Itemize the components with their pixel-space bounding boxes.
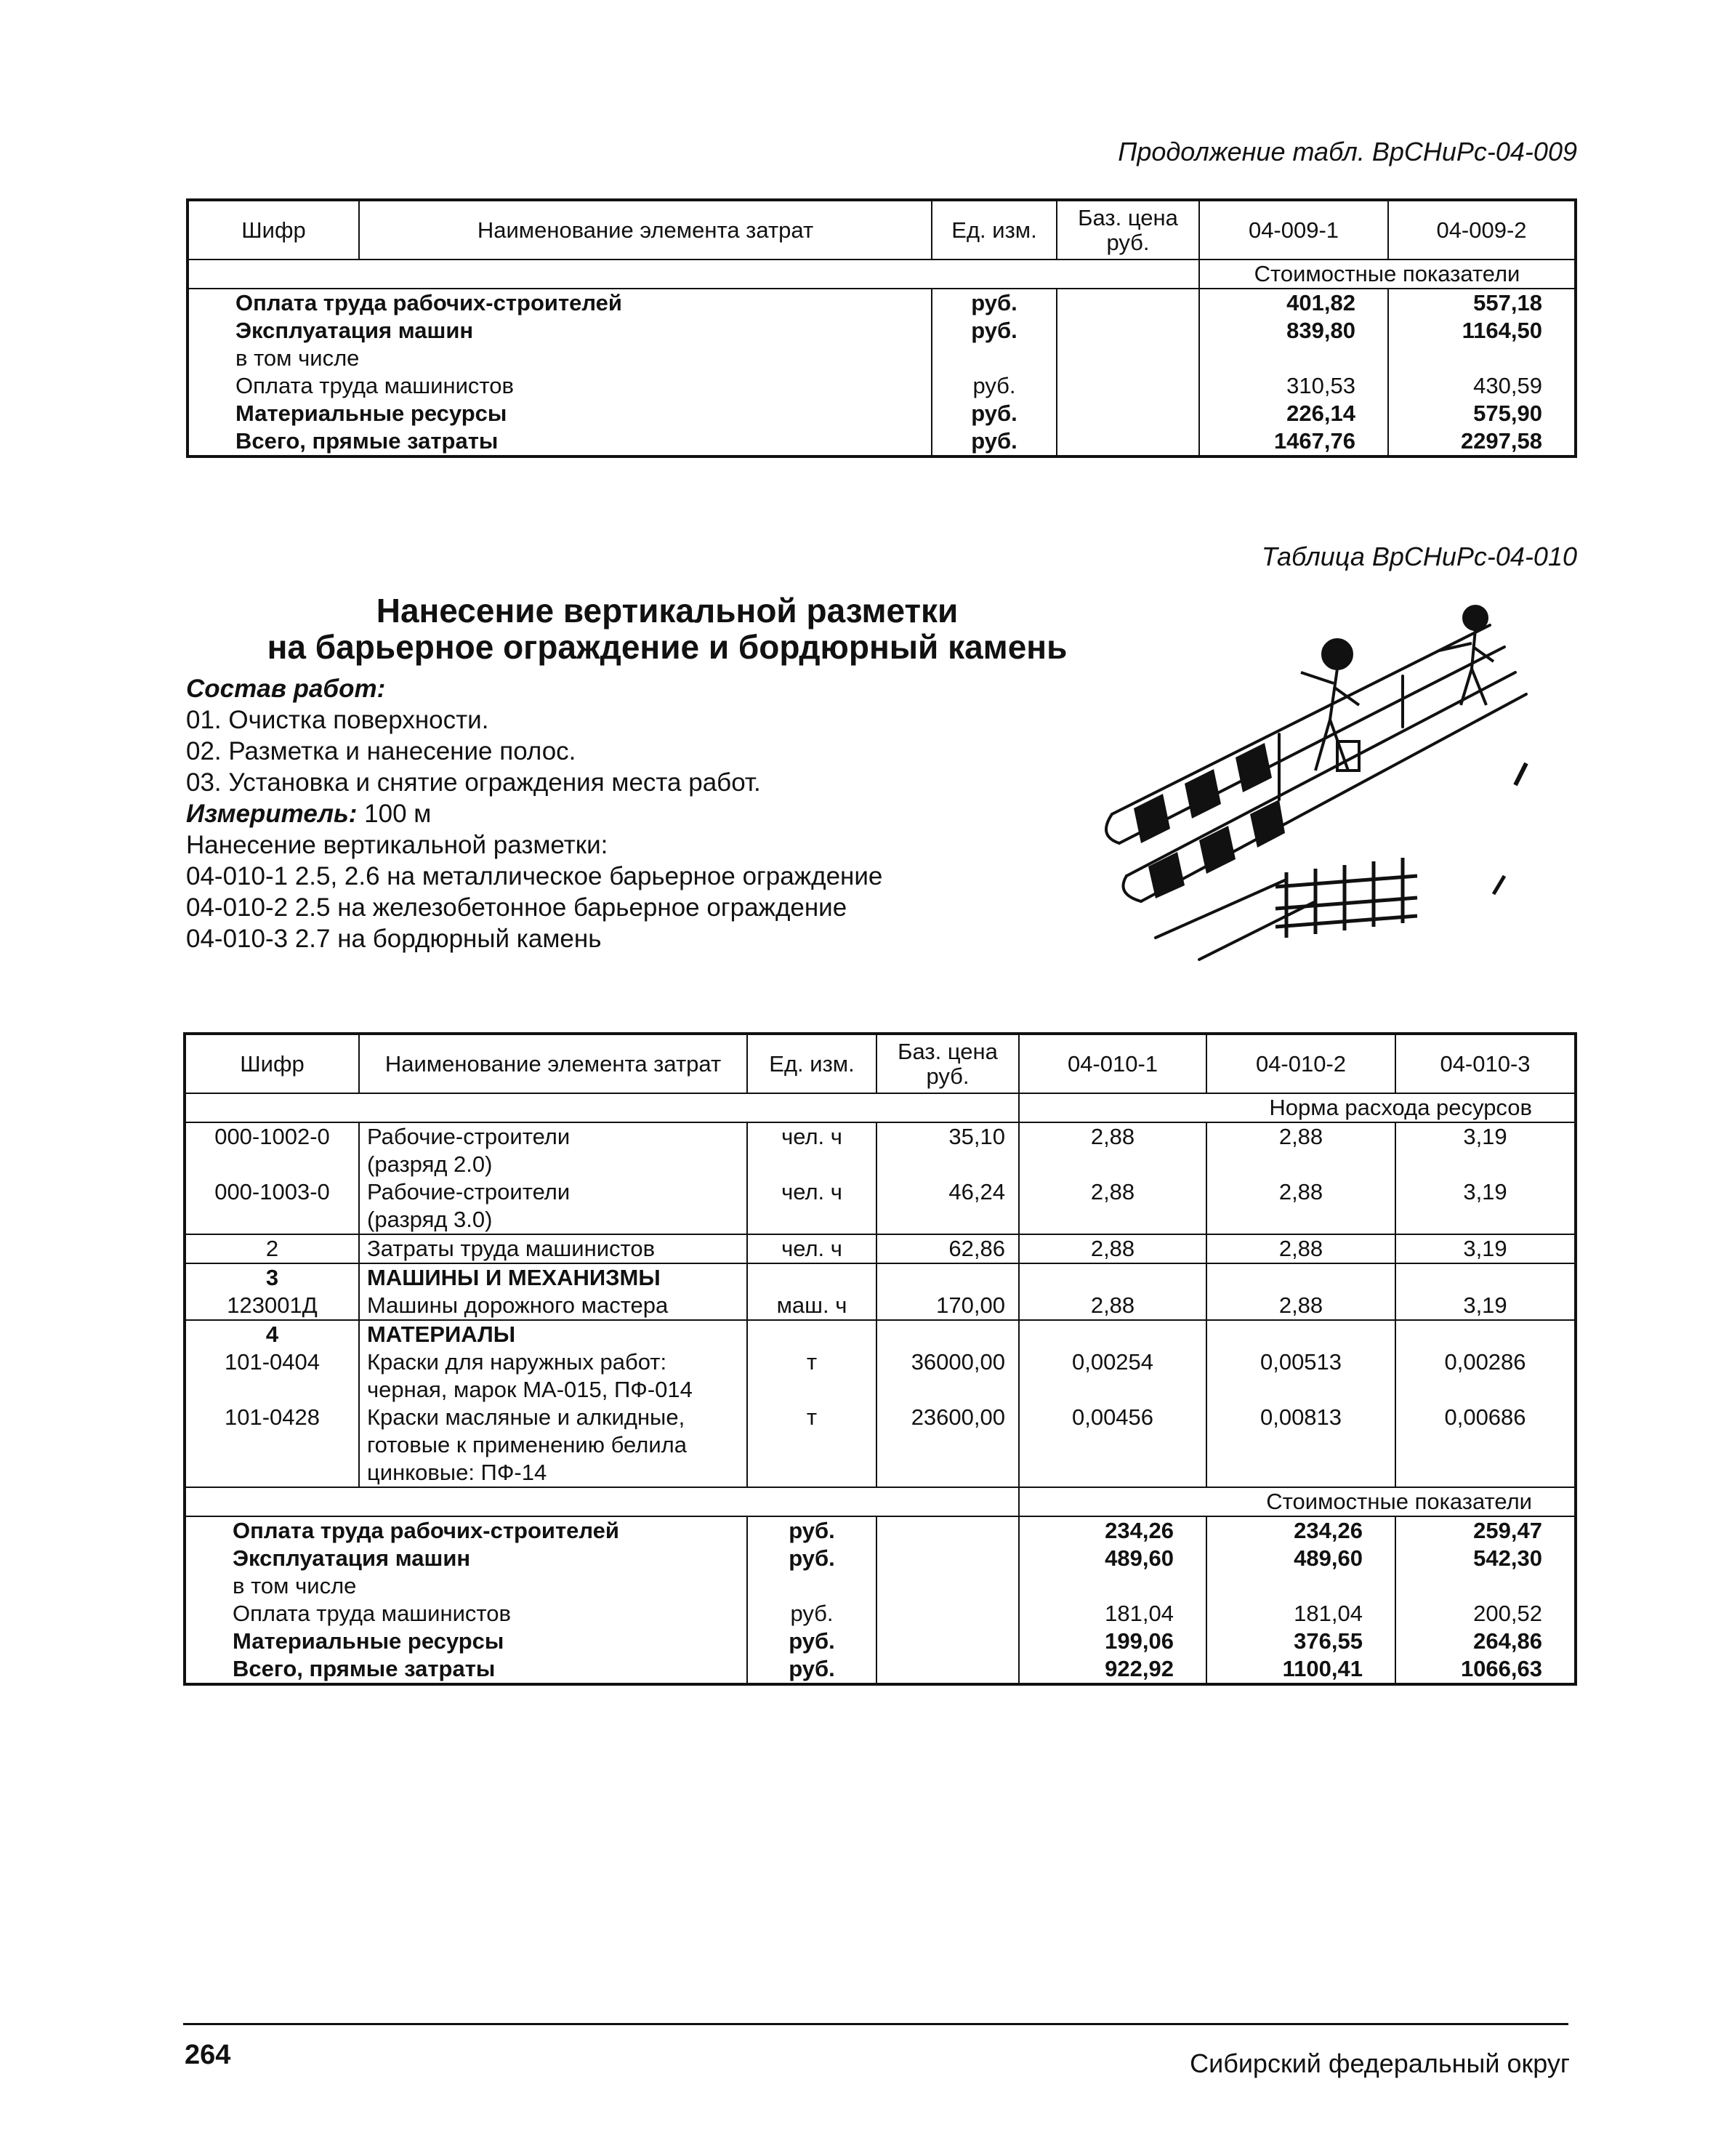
header-base-price: Баз. цена руб.	[876, 1034, 1019, 1093]
name-line: Рабочие-строители	[367, 1179, 571, 1204]
application-heading: Нанесение вертикальной разметки:	[186, 831, 608, 859]
header-base-price: Баз. цена руб.	[1057, 200, 1199, 260]
table-row	[188, 289, 1576, 317]
base-price-cell	[876, 1572, 1019, 1600]
value-cell: 542,30	[1395, 1545, 1576, 1572]
section-title-line1: Нанесение вертикальной разметки	[376, 592, 959, 629]
empty-cell	[876, 1320, 1019, 1348]
name-line: (разряд 2.0)	[367, 1151, 493, 1177]
table-row	[185, 1545, 1576, 1572]
value-cell: 2,88	[1206, 1178, 1395, 1234]
base-price-cell	[876, 1655, 1019, 1684]
value-cell: 226,14	[1199, 400, 1388, 427]
value-cell: 2297,58	[1388, 427, 1576, 456]
name-line: (разряд 3.0)	[367, 1207, 493, 1232]
value-cell: 0,00456	[1019, 1404, 1206, 1487]
group-code: 4	[185, 1320, 359, 1348]
group-row	[185, 1263, 1576, 1292]
code-cell: 2	[185, 1234, 359, 1263]
value-cell: 1066,63	[1395, 1655, 1576, 1684]
group-name: МАТЕРИАЛЫ	[359, 1320, 747, 1348]
value-cell	[1199, 345, 1388, 372]
work-description	[186, 673, 1131, 954]
value-cell	[1388, 345, 1576, 372]
measure-line	[186, 798, 1131, 829]
cost-item-name: Эксплуатация машин	[185, 1545, 747, 1572]
code-cell: 101-0404	[185, 1348, 359, 1404]
code-cell: 000-1003-0	[185, 1178, 359, 1234]
empty-cell	[1395, 1263, 1576, 1292]
value-cell: 0,00813	[1206, 1404, 1395, 1487]
value-cell: 0,00686	[1395, 1404, 1576, 1487]
cost-item-name: Эксплуатация машин	[188, 317, 932, 345]
group-code: 3	[185, 1263, 359, 1292]
unit-cell: руб.	[932, 289, 1057, 317]
value-cell: 2,88	[1206, 1122, 1395, 1178]
cost-item-name: Оплата труда рабочих-строителей	[188, 289, 932, 317]
empty-cell	[1019, 1263, 1206, 1292]
value-cell	[1206, 1572, 1395, 1600]
table-row	[185, 1655, 1576, 1684]
unit-cell	[747, 1572, 876, 1600]
base-price-cell	[876, 1628, 1019, 1655]
base-price-cell	[1057, 289, 1199, 317]
value-cell: 489,60	[1019, 1545, 1206, 1572]
unit-cell: руб.	[747, 1600, 876, 1628]
header-code: Шифр	[185, 1034, 359, 1093]
base-price-cell	[1057, 372, 1199, 400]
table-row	[188, 345, 1576, 372]
value-cell: 199,06	[1019, 1628, 1206, 1655]
work-heading: Состав работ:	[186, 675, 386, 703]
work-item: 03. Установка и снятие ограждения места работ.	[186, 768, 761, 797]
name-cell	[359, 1178, 747, 1234]
empty-cell	[1395, 1320, 1576, 1348]
header-name: Наименование элемента затрат	[359, 1034, 747, 1093]
name-line: цинковые: ПФ-14	[367, 1460, 547, 1485]
table-caption: Таблица ВрСНиРс-04-010	[1261, 542, 1577, 571]
value-cell: 181,04	[1206, 1600, 1395, 1628]
cost-item-name: Оплата труда машинистов	[185, 1600, 747, 1628]
table-row	[185, 1348, 1576, 1404]
name-line: Краски для наружных работ:	[367, 1349, 667, 1375]
footer-text: Сибирский федеральный округ	[1190, 2048, 1570, 2078]
name-cell	[359, 1292, 747, 1320]
value-cell: 401,82	[1199, 289, 1388, 317]
value-cell: 489,60	[1206, 1545, 1395, 1572]
base-price-cell: 62,86	[876, 1234, 1019, 1263]
base-price-cell: 23600,00	[876, 1404, 1019, 1487]
unit-cell: т	[747, 1348, 876, 1404]
header-col-3: 04-010-3	[1395, 1034, 1576, 1093]
value-cell: 3,19	[1395, 1178, 1576, 1234]
name-cell	[359, 1348, 747, 1404]
header-unit: Ед. изм.	[932, 200, 1057, 260]
group-name: МАШИНЫ И МЕХАНИЗМЫ	[359, 1263, 747, 1292]
cost-item-name: Всего, прямые затраты	[188, 427, 932, 456]
cost-item-name: Оплата труда машинистов	[188, 372, 932, 400]
unit-cell	[932, 345, 1057, 372]
table-row	[185, 1178, 1576, 1234]
name-cell	[359, 1234, 747, 1263]
empty-cell	[1019, 1320, 1206, 1348]
value-cell: 2,88	[1019, 1178, 1206, 1234]
code-cell: 123001Д	[185, 1292, 359, 1320]
value-cell: 0,00286	[1395, 1348, 1576, 1404]
value-cell: 430,59	[1388, 372, 1576, 400]
value-cell: 234,26	[1019, 1516, 1206, 1545]
header-code: Шифр	[188, 200, 359, 260]
value-cell: 259,47	[1395, 1516, 1576, 1545]
value-cell	[1395, 1572, 1576, 1600]
unit-cell: руб.	[932, 400, 1057, 427]
value-cell: 181,04	[1019, 1600, 1206, 1628]
continuation-caption: Продолжение табл. ВрСНиРс-04-009	[1118, 137, 1577, 166]
empty-cell	[1206, 1263, 1395, 1292]
work-item: 02. Разметка и нанесение полос.	[186, 737, 576, 765]
name-line: Машины дорожного мастера	[367, 1292, 669, 1318]
value-cell: 264,86	[1395, 1628, 1576, 1655]
table-04-010	[183, 1032, 1577, 1686]
value-cell: 0,00254	[1019, 1348, 1206, 1404]
value-cell: 839,80	[1199, 317, 1388, 345]
table-row	[188, 400, 1576, 427]
header-unit: Ед. изм.	[747, 1034, 876, 1093]
value-cell: 575,90	[1388, 400, 1576, 427]
value-cell: 2,88	[1206, 1292, 1395, 1320]
unit-cell: маш. ч	[747, 1292, 876, 1320]
section-label-resources: Норма расхода ресурсов	[1019, 1093, 1576, 1122]
measure-label: Измеритель:	[186, 800, 358, 828]
empty-cell	[1206, 1320, 1395, 1348]
name-cell	[359, 1122, 747, 1178]
code-cell: 101-0428	[185, 1404, 359, 1487]
name-line: черная, марок МА-015, ПФ-014	[367, 1377, 693, 1402]
table-row	[185, 1292, 1576, 1320]
value-cell: 310,53	[1199, 372, 1388, 400]
header-col-2: 04-010-2	[1206, 1034, 1395, 1093]
name-cell	[359, 1404, 747, 1487]
base-price-cell	[876, 1600, 1019, 1628]
unit-cell: чел. ч	[747, 1234, 876, 1263]
base-price-cell	[1057, 400, 1199, 427]
value-cell: 2,88	[1019, 1122, 1206, 1178]
header-name: Наименование элемента затрат	[359, 200, 932, 260]
unit-cell: чел. ч	[747, 1178, 876, 1234]
table-row	[185, 1572, 1576, 1600]
value-cell: 1467,76	[1199, 427, 1388, 456]
value-cell: 1100,41	[1206, 1655, 1395, 1684]
unit-cell: руб.	[747, 1628, 876, 1655]
page-number: 264	[185, 2040, 231, 2070]
base-price-cell	[1057, 317, 1199, 345]
unit-cell: руб.	[932, 372, 1057, 400]
cost-item-name: Всего, прямые затраты	[185, 1655, 747, 1684]
value-cell: 2,88	[1019, 1292, 1206, 1320]
value-cell: 3,19	[1395, 1292, 1576, 1320]
value-cell: 3,19	[1395, 1122, 1576, 1178]
table-row	[185, 1234, 1576, 1263]
table-row	[188, 372, 1576, 400]
name-line: Рабочие-строители	[367, 1124, 571, 1149]
road-marking-illustration	[1097, 596, 1577, 974]
empty-cell	[876, 1263, 1019, 1292]
unit-cell: т	[747, 1404, 876, 1487]
base-price-cell	[1057, 345, 1199, 372]
unit-cell: чел. ч	[747, 1122, 876, 1178]
unit-cell: руб.	[932, 317, 1057, 345]
measure-value: 100 м	[357, 800, 432, 828]
table-row	[188, 317, 1576, 345]
table-row	[185, 1516, 1576, 1545]
name-line: Затраты труда машинистов	[367, 1236, 656, 1261]
empty-cell	[747, 1263, 876, 1292]
value-cell: 200,52	[1395, 1600, 1576, 1628]
base-price-cell: 170,00	[876, 1292, 1019, 1320]
cost-item-name: в том числе	[188, 345, 932, 372]
table-04-009	[186, 198, 1577, 458]
header-col-1: 04-010-1	[1019, 1034, 1206, 1093]
name-line: готовые к применению белила	[367, 1432, 687, 1457]
value-cell: 0,00513	[1206, 1348, 1395, 1404]
base-price-cell: 36000,00	[876, 1348, 1019, 1404]
application-item: 04-010-3 2.7 на бордюрный камень	[186, 925, 602, 953]
cost-item-name: Материальные ресурсы	[185, 1628, 747, 1655]
unit-cell: руб.	[747, 1545, 876, 1572]
value-cell: 376,55	[1206, 1628, 1395, 1655]
base-price-cell: 35,10	[876, 1122, 1019, 1178]
cost-item-name: Материальные ресурсы	[188, 400, 932, 427]
table-row	[185, 1628, 1576, 1655]
value-cell: 3,19	[1395, 1234, 1576, 1263]
cost-item-name: в том числе	[185, 1572, 747, 1600]
value-cell: 1164,50	[1388, 317, 1576, 345]
empty-cell	[747, 1320, 876, 1348]
table-row	[185, 1404, 1576, 1487]
cost-item-name: Оплата труда рабочих-строителей	[185, 1516, 747, 1545]
code-cell: 000-1002-0	[185, 1122, 359, 1178]
header-col-1: 04-009-1	[1199, 200, 1388, 260]
value-cell: 557,18	[1388, 289, 1576, 317]
value-cell: 2,88	[1019, 1234, 1206, 1263]
value-cell: 922,92	[1019, 1655, 1206, 1684]
application-item: 04-010-2 2.5 на железобетонное барьерное ограждение	[186, 893, 847, 922]
header-col-2: 04-009-2	[1388, 200, 1576, 260]
base-price-cell	[876, 1545, 1019, 1572]
base-price-cell	[1057, 427, 1199, 456]
unit-cell: руб.	[932, 427, 1057, 456]
value-cell: 2,88	[1206, 1234, 1395, 1263]
base-price-cell: 46,24	[876, 1178, 1019, 1234]
section-title-line2: на барьерное ограждение и бордюрный камень	[267, 628, 1068, 666]
application-item: 04-010-1 2.5, 2.6 на металлическое барьерное ограждение	[186, 862, 883, 890]
section-label-costs: Стоимостные показатели	[1019, 1487, 1576, 1516]
base-price-cell	[876, 1516, 1019, 1545]
table-row	[185, 1600, 1576, 1628]
name-line: Краски масляные и алкидные,	[367, 1404, 685, 1430]
footer-rule	[183, 2023, 1568, 2025]
value-cell: 234,26	[1206, 1516, 1395, 1545]
work-item: 01. Очистка поверхности.	[186, 706, 489, 734]
value-cell	[1019, 1572, 1206, 1600]
table-row	[185, 1122, 1576, 1178]
table-row	[188, 427, 1576, 456]
group-row	[185, 1320, 1576, 1348]
unit-cell: руб.	[747, 1655, 876, 1684]
section-label: Стоимостные показатели	[1199, 260, 1576, 289]
unit-cell: руб.	[747, 1516, 876, 1545]
